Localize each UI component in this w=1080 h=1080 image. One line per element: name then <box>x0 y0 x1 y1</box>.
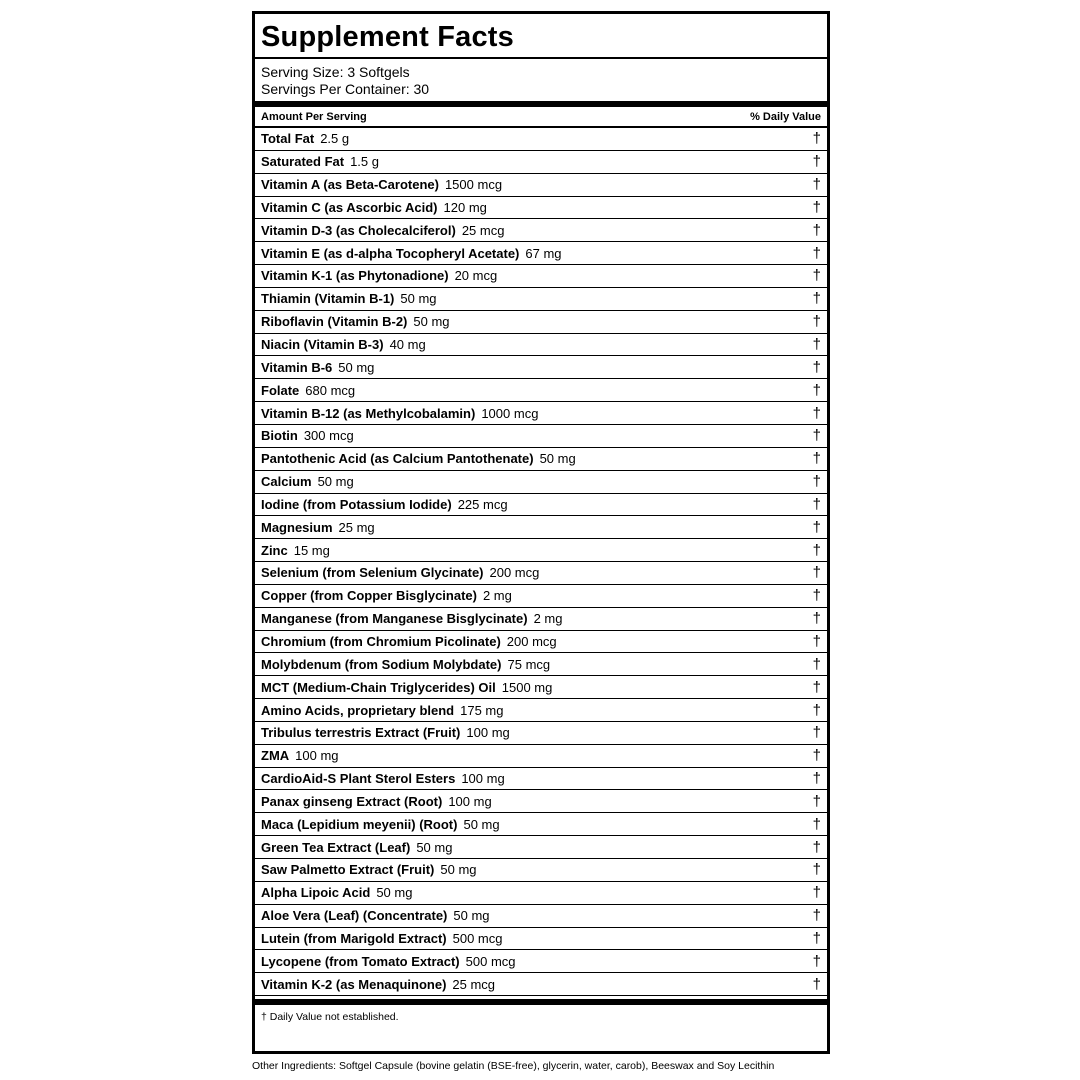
daily-value-dagger: † <box>812 404 821 422</box>
nutrient-name: Iodine (from Potassium Iodide) <box>261 496 452 512</box>
nutrient-name: Copper (from Copper Bisglycinate) <box>261 588 477 604</box>
nutrient-name: Calcium <box>261 474 312 490</box>
nutrient-name: Vitamin E (as d-alpha Tocopheryl Acetate) <box>261 245 520 261</box>
daily-value-dagger: † <box>812 381 821 399</box>
nutrient-row <box>255 928 827 951</box>
nutrient-row <box>255 219 827 242</box>
nutrient-row <box>255 242 827 265</box>
nutrient-row <box>255 653 827 676</box>
nutrient-name: ZMA <box>261 748 290 764</box>
nutrient-row <box>255 425 827 448</box>
nutrient-name: MCT (Medium-Chain Triglycerides) Oil <box>261 679 496 695</box>
daily-value-dagger: † <box>812 267 821 285</box>
nutrient-row <box>255 197 827 220</box>
daily-value-dagger: † <box>812 884 821 902</box>
nutrient-name: Thiamin (Vitamin B-1) <box>261 291 395 307</box>
nutrient-row <box>255 516 827 539</box>
daily-value-dagger: † <box>812 907 821 925</box>
nutrient-name: CardioAid-S Plant Sterol Esters <box>261 771 456 787</box>
nutrient-row <box>255 836 827 859</box>
nutrient-amount: 25 mg <box>338 519 375 535</box>
nutrient-row <box>255 722 827 745</box>
nutrient-entry <box>261 543 330 558</box>
nutrient-name: Lycopene (from Tomato Extract) <box>261 953 460 969</box>
daily-value-dagger: † <box>812 792 821 810</box>
nutrient-entry <box>261 977 495 992</box>
nutrient-row <box>255 151 827 174</box>
nutrient-amount: 100 mg <box>295 748 339 764</box>
nutrient-amount: 500 mcg <box>452 930 503 946</box>
nutrient-row <box>255 379 827 402</box>
nutrient-entry <box>261 520 375 535</box>
amount-per-serving-header: Amount Per Serving <box>261 111 367 123</box>
daily-value-dagger: † <box>812 290 821 308</box>
nutrient-name: Vitamin B-12 (as Methylcobalamin) <box>261 405 476 421</box>
nutrient-row <box>255 631 827 654</box>
nutrient-entry <box>261 474 354 489</box>
daily-value-dagger: † <box>812 313 821 331</box>
nutrient-amount: 300 mcg <box>303 428 354 444</box>
nutrient-name: Manganese (from Manganese Bisglycinate) <box>261 611 528 627</box>
nutrient-name: Vitamin B-6 <box>261 359 333 375</box>
nutrient-row <box>255 745 827 768</box>
daily-value-dagger: † <box>812 929 821 947</box>
nutrient-amount: 50 mg <box>416 839 453 855</box>
nutrient-entry <box>261 223 504 238</box>
nutrient-row <box>255 882 827 905</box>
daily-value-header: % Daily Value <box>750 111 821 123</box>
nutrient-entry <box>261 451 576 466</box>
nutrient-row <box>255 608 827 631</box>
nutrient-amount: 2 mg <box>482 588 512 604</box>
nutrient-amount: 100 mg <box>461 771 505 787</box>
nutrient-name: Selenium (from Selenium Glycinate) <box>261 565 484 581</box>
nutrient-amount: 680 mcg <box>305 382 356 398</box>
nutrient-amount: 25 mcg <box>461 222 505 238</box>
nutrient-row <box>255 448 827 471</box>
nutrient-entry <box>261 268 497 283</box>
nutrient-amount: 67 mg <box>525 245 562 261</box>
nutrient-name: Zinc <box>261 542 288 558</box>
nutrient-entry <box>261 840 452 855</box>
daily-value-dagger: † <box>812 130 821 148</box>
nutrient-name: Panax ginseng Extract (Root) <box>261 793 443 809</box>
nutrient-amount: 2.5 g <box>320 131 350 147</box>
nutrient-amount: 50 mg <box>453 908 490 924</box>
other-ingredients: Other Ingredients: Softgel Capsule (bovine gelatin (BSE-free), glycerin, water, carob), Beeswax and Soy Lecithin <box>252 1060 775 1072</box>
nutrient-amount: 200 mcg <box>489 565 540 581</box>
nutrient-row <box>255 334 827 357</box>
nutrient-entry <box>261 406 538 421</box>
nutrient-entry <box>261 291 437 306</box>
nutrient-row <box>255 288 827 311</box>
daily-value-dagger: † <box>812 632 821 650</box>
nutrient-entry <box>261 680 552 695</box>
nutrient-row <box>255 494 827 517</box>
nutrient-entry <box>261 565 539 580</box>
daily-value-dagger: † <box>812 678 821 696</box>
nutrient-amount: 20 mcg <box>454 268 498 284</box>
daily-value-dagger: † <box>812 655 821 673</box>
nutrient-amount: 40 mg <box>389 337 426 353</box>
nutrient-entry <box>261 908 490 923</box>
nutrient-row <box>255 311 827 334</box>
nutrient-entry <box>261 200 487 215</box>
nutrient-amount: 50 mg <box>440 862 477 878</box>
nutrient-name: Biotin <box>261 428 298 444</box>
nutrient-row <box>255 128 827 151</box>
nutrient-entry <box>261 497 508 512</box>
nutrient-entry <box>261 794 492 809</box>
nutrient-row <box>255 859 827 882</box>
daily-value-dagger: † <box>812 724 821 742</box>
daily-value-dagger: † <box>812 564 821 582</box>
nutrient-name: Pantothenic Acid (as Calcium Pantothenate) <box>261 451 534 467</box>
nutrient-amount: 50 mg <box>413 314 450 330</box>
nutrient-name: Niacin (Vitamin B-3) <box>261 337 384 353</box>
daily-value-dagger: † <box>812 518 821 536</box>
nutrient-row <box>255 174 827 197</box>
daily-value-dagger: † <box>812 336 821 354</box>
daily-value-dagger: † <box>812 701 821 719</box>
nutrient-name: Green Tea Extract (Leaf) <box>261 839 411 855</box>
nutrient-name: Alpha Lipoic Acid <box>261 885 371 901</box>
nutrient-entry <box>261 314 450 329</box>
nutrient-amount: 120 mg <box>443 199 487 215</box>
nutrient-name: Molybdenum (from Sodium Molybdate) <box>261 656 502 672</box>
serving-info <box>255 59 827 101</box>
daily-value-dagger: † <box>812 473 821 491</box>
nutrient-amount: 500 mcg <box>465 953 516 969</box>
nutrient-name: Tribulus terrestris Extract (Fruit) <box>261 725 461 741</box>
nutrient-row <box>255 562 827 585</box>
daily-value-dagger: † <box>812 427 821 445</box>
nutrient-amount: 1000 mcg <box>481 405 539 421</box>
daily-value-dagger: † <box>812 153 821 171</box>
daily-value-dagger: † <box>812 587 821 605</box>
nutrient-amount: 75 mcg <box>507 656 551 672</box>
nutrient-entry <box>261 748 339 763</box>
nutrient-entry <box>261 428 354 443</box>
nutrient-row <box>255 402 827 425</box>
nutrient-entry <box>261 154 379 169</box>
nutrient-list <box>255 128 827 996</box>
nutrient-entry <box>261 360 374 375</box>
nutrient-row <box>255 813 827 836</box>
supplement-facts-panel <box>252 11 830 1054</box>
nutrient-amount: 25 mcg <box>452 976 496 992</box>
nutrient-name: Magnesium <box>261 519 333 535</box>
nutrient-row <box>255 539 827 562</box>
nutrient-amount: 50 mg <box>400 291 437 307</box>
nutrient-entry <box>261 177 502 192</box>
nutrient-name: Aloe Vera (Leaf) (Concentrate) <box>261 908 448 924</box>
nutrient-entry <box>261 931 503 946</box>
nutrient-amount: 50 mg <box>376 885 413 901</box>
nutrient-name: Folate <box>261 382 300 398</box>
nutrient-entry <box>261 657 550 672</box>
nutrient-amount: 1.5 g <box>350 154 379 170</box>
nutrient-entry <box>261 885 412 900</box>
nutrient-entry <box>261 611 562 626</box>
nutrient-entry <box>261 817 500 832</box>
nutrient-name: Saturated Fat <box>261 154 345 170</box>
daily-value-dagger: † <box>812 747 821 765</box>
nutrient-entry <box>261 862 477 877</box>
nutrient-row <box>255 676 827 699</box>
nutrient-row <box>255 585 827 608</box>
nutrient-row <box>255 356 827 379</box>
nutrient-name: Maca (Lepidium meyenii) (Root) <box>261 816 458 832</box>
nutrient-name: Vitamin A (as Beta-Carotene) <box>261 177 439 193</box>
nutrient-entry <box>261 246 562 261</box>
serving-size: Serving Size: 3 Softgels <box>261 64 410 80</box>
nutrient-amount: 1500 mg <box>501 679 553 695</box>
daily-value-dagger: † <box>812 198 821 216</box>
nutrient-entry <box>261 703 503 718</box>
daily-value-dagger: † <box>812 541 821 559</box>
nutrient-name: Riboflavin (Vitamin B-2) <box>261 314 408 330</box>
daily-value-dagger: † <box>812 221 821 239</box>
nutrient-row <box>255 265 827 288</box>
nutrient-amount: 50 mg <box>317 474 354 490</box>
nutrient-entry <box>261 337 426 352</box>
daily-value-dagger: † <box>812 244 821 262</box>
nutrient-row <box>255 768 827 791</box>
nutrient-name: Chromium (from Chromium Picolinate) <box>261 633 501 649</box>
panel-title: Supplement Facts <box>255 14 827 59</box>
daily-value-dagger: † <box>812 176 821 194</box>
daily-value-dagger: † <box>812 495 821 513</box>
nutrient-name: Lutein (from Marigold Extract) <box>261 930 447 946</box>
nutrient-amount: 100 mg <box>466 725 510 741</box>
nutrient-amount: 50 mg <box>338 359 375 375</box>
servings-per-container: Servings Per Container: 30 <box>261 80 430 97</box>
footnote: † Daily Value not established. <box>261 1011 399 1024</box>
nutrient-row <box>255 699 827 722</box>
nutrient-row <box>255 973 827 996</box>
daily-value-dagger: † <box>812 770 821 788</box>
nutrient-row <box>255 471 827 494</box>
nutrient-amount: 175 mg <box>460 702 504 718</box>
nutrient-amount: 100 mg <box>448 793 492 809</box>
nutrient-name: Saw Palmetto Extract (Fruit) <box>261 862 435 878</box>
nutrient-amount: 225 mcg <box>457 496 508 512</box>
column-header-row <box>255 107 827 128</box>
nutrient-row <box>255 790 827 813</box>
nutrient-amount: 50 mg <box>463 816 500 832</box>
daily-value-dagger: † <box>812 610 821 628</box>
daily-value-dagger: † <box>812 952 821 970</box>
nutrient-amount: 1500 mcg <box>444 177 503 193</box>
nutrient-entry <box>261 383 355 398</box>
nutrient-amount: 200 mcg <box>506 633 557 649</box>
daily-value-dagger: † <box>812 358 821 376</box>
nutrient-entry <box>261 588 512 603</box>
nutrient-entry <box>261 131 349 146</box>
nutrient-name: Vitamin K-1 (as Phytonadione) <box>261 268 449 284</box>
daily-value-dagger: † <box>812 450 821 468</box>
daily-value-dagger: † <box>812 975 821 993</box>
nutrient-amount: 2 mg <box>533 611 563 627</box>
nutrient-entry <box>261 771 505 786</box>
nutrient-entry <box>261 634 557 649</box>
nutrient-name: Amino Acids, proprietary blend <box>261 702 455 718</box>
nutrient-name: Total Fat <box>261 131 315 147</box>
nutrient-entry <box>261 725 510 740</box>
nutrient-name: Vitamin D-3 (as Cholecalciferol) <box>261 222 456 238</box>
nutrient-row <box>255 905 827 928</box>
nutrient-amount: 15 mg <box>293 542 330 558</box>
nutrient-entry <box>261 954 516 969</box>
daily-value-dagger: † <box>812 838 821 856</box>
daily-value-dagger: † <box>812 815 821 833</box>
daily-value-dagger: † <box>812 861 821 879</box>
nutrient-name: Vitamin K-2 (as Menaquinone) <box>261 976 447 992</box>
nutrient-amount: 50 mg <box>539 451 576 467</box>
nutrient-name: Vitamin C (as Ascorbic Acid) <box>261 199 438 215</box>
nutrient-row <box>255 950 827 973</box>
